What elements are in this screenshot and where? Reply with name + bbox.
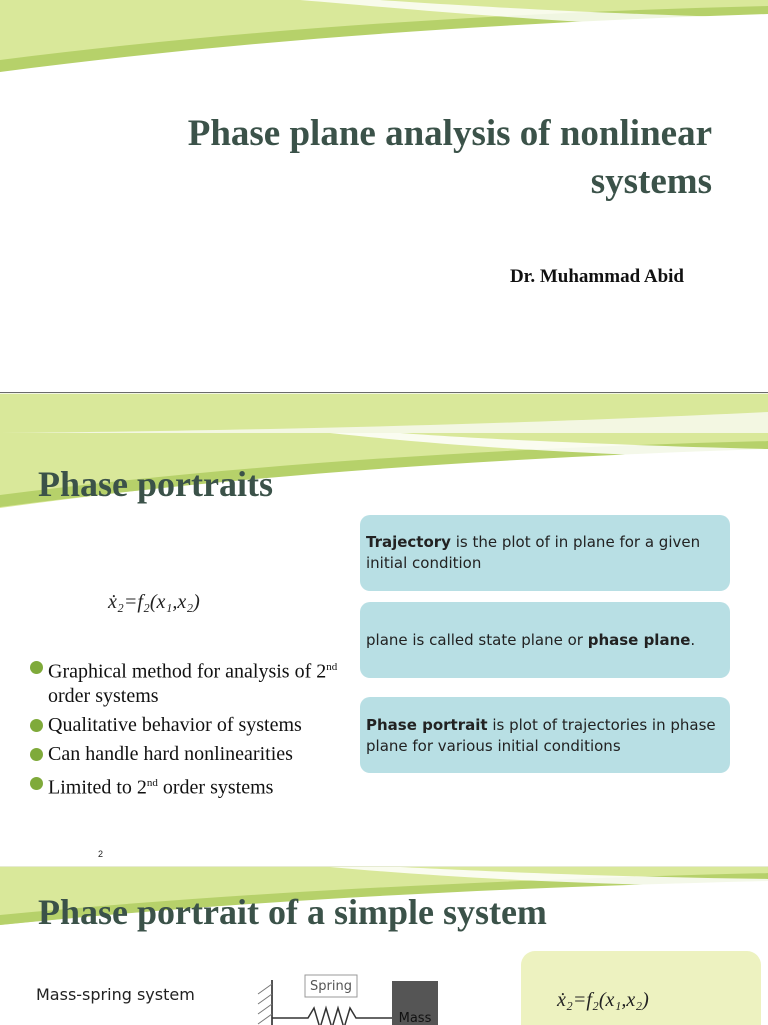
phase-plane-box: plane is called state plane or phase plane. <box>360 602 730 678</box>
trajectory-box: Trajectory is the plot of in plane for a given initial condition <box>360 515 730 591</box>
list-item: Limited to 2nd order systems <box>30 771 350 800</box>
spring-label: Spring <box>310 979 352 994</box>
bullet-icon <box>30 661 43 674</box>
bullet-icon <box>30 719 43 732</box>
mass-spring-diagram <box>252 972 442 1025</box>
state-equation: ẋ₂=f₂(x₁,x₂) <box>108 591 200 613</box>
mass-spring-label: Mass-spring system <box>36 985 195 1004</box>
equation-box <box>521 951 761 1025</box>
mass-label: Mass <box>398 1011 432 1025</box>
list-item: Can handle hard nonlinearities <box>30 742 350 766</box>
page-number: 2 <box>98 849 104 859</box>
bullet-icon <box>30 748 43 761</box>
author-name: Dr. Muhammad Abid <box>509 266 684 287</box>
header-wave <box>0 0 768 80</box>
slide-divider <box>0 392 768 433</box>
presentation-title: Phase plane analysis of nonlinear systems <box>187 113 712 202</box>
list-item: Graphical method for analysis of 2nd order systems <box>30 655 350 708</box>
slide-1 <box>0 0 768 392</box>
slide-title: Phase portraits <box>38 464 273 504</box>
slide-title: Phase portrait of a simple system <box>38 892 547 932</box>
slide-2 <box>0 433 768 866</box>
slide-3 <box>0 866 768 1025</box>
list-item: Qualitative behavior of systems <box>30 713 350 737</box>
state-equation: ẋ₂=f₂(x₁,x₂) <box>557 989 649 1011</box>
bullet-list <box>30 655 350 804</box>
bullet-icon <box>30 777 43 790</box>
phase-portrait-box: Phase portrait is plot of trajectories in phase plane for various initial conditions <box>360 697 730 773</box>
